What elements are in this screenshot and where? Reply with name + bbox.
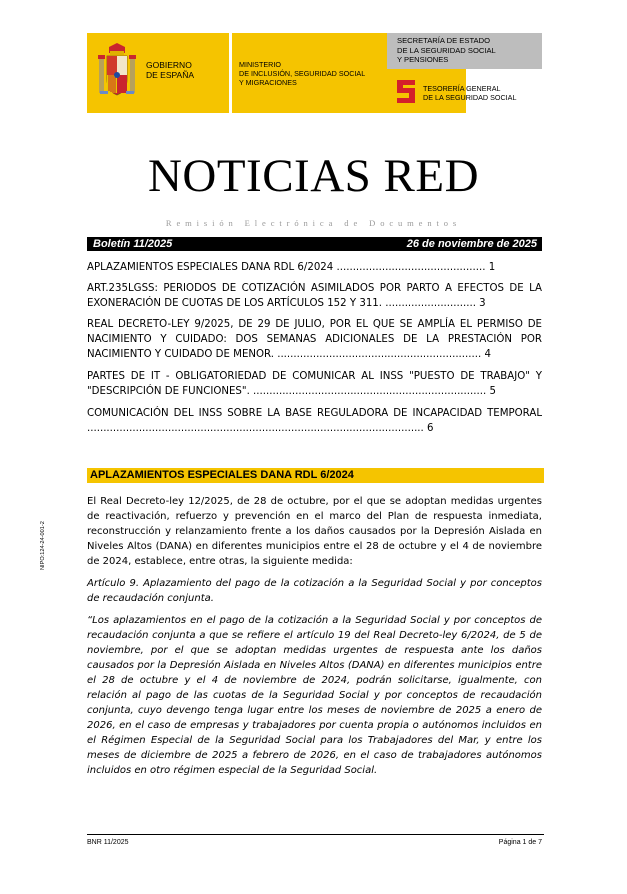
- tgss-logo-icon: [395, 79, 417, 104]
- secretaria-line-3: Y PENSIONES: [397, 55, 449, 64]
- ministerio-label: [239, 60, 365, 87]
- bulletin-number: Boletín 11/2025: [93, 238, 173, 250]
- paragraph-article-title: Artículo 9. Aplazamiento del pago de la cotización a la Seguridad Social y por conceptos de recaudación conjunta.: [87, 578, 542, 604]
- header-logos: [87, 33, 542, 113]
- page-title: NOTICIAS RED: [147, 150, 480, 202]
- footer-divider: [87, 834, 544, 835]
- gobierno-logo-block: [87, 33, 229, 113]
- paragraph-intro: El Real Decreto-ley 12/2025, de 28 de octubre, por el que se adoptan medidas urgentes de reactivación, refuerzo y prevención en el marco del Plan de respuesta inmediata, reconstrucción y relanzamiento frente a los daños causados por la Depresión Aislada en Niveles Altos (DANA) en diferentes municipios entre el 28 de octubre y el 4 de noviembre de 2024, establece, entre otras, la siguiente medida:: [87, 496, 542, 567]
- ministerio-line-2: DE INCLUSIÓN, SEGURIDAD SOCIAL: [239, 69, 366, 78]
- coat-of-arms-icon: [97, 41, 137, 105]
- footer-left: BNR 11/2025: [87, 839, 129, 846]
- nipo-text: NIPO:124-24-001-2: [40, 521, 46, 570]
- tesoreria-line-1: TESORERÍA GENERAL: [423, 84, 501, 93]
- bulletin-date: 26 de noviembre de 2025: [406, 238, 537, 250]
- tesoreria-line-2: DE LA SEGURIDAD SOCIAL: [423, 92, 517, 102]
- paragraph-article-quote: “Los aplazamientos en el pago de la cotización a la Seguridad Social y por conceptos de recaudación conjunta a que se refiere el artículo 19 del Real Decreto-ley 6/2024, de 5 de noviembre, por el que se adoptan medidas urgentes de respuesta ante los daños causados por la Depresión Aislada en Niveles Altos (DANA) en diferentes municipios entre el 28 de octubre y el 4 de noviembre de 2024, podrán solicitarse, igualmente, con relación al pago de las cuotas de la Seguridad Social y por conceptos de recaudación conjunta, cuyo devengo tenga lugar entre los meses de noviembre de 2025 a enero de 2026, en el caso de empresas y trabajadores por cuenta propia o autónomos incluidos en el Régimen Especial de la Seguridad Social para los Trabajadores del Mar, y entre los meses de diciembre de 2025 a febrero de 2026, en el caso de trabajadores autónomos incluidos en otro régimen especial de la Seguridad Social.: [87, 615, 542, 776]
- toc-item-3[interactable]: REAL DECRETO-LEY 9/2025, DE 29 DE JULIO, POR EL QUE SE AMPLÍA EL PERMISO DE NACIMIENTO Y CUIDADO: DOS SEMANAS ADICIONALES DE LA PRESTACIÓN POR NACIMIENTO Y CUIDADO DE MENOR. ............................................................... 4: [87, 319, 542, 360]
- toc-item-2[interactable]: ART.235LGSS: PERIODOS DE COTIZACIÓN ASIMILADOS POR PARTO A EFECTOS DE LA EXONERACIÓN DE CUOTAS DE LOS ARTÍCULOS 152 Y 311. ............................ 3: [87, 283, 542, 309]
- tesoreria-block: [387, 33, 542, 113]
- section-heading-label: APLAZAMIENTOS ESPECIALES DANA RDL 6/2024: [90, 469, 354, 481]
- footer-page-number: Página 1 de 7: [498, 839, 542, 846]
- tesoreria-label: [423, 85, 516, 103]
- secretaria-line-2: DE LA SEGURIDAD SOCIAL: [397, 45, 496, 55]
- page-subtitle: Remisión Electrónica de Documentos: [165, 218, 462, 228]
- bulletin-bar: [87, 237, 542, 251]
- toc-item-4[interactable]: PARTES DE IT - OBLIGATORIEDAD DE COMUNICAR AL INSS "PUESTO DE TRABAJO" Y "DESCRIPCIÓN DE FUNCIONES". ........................................................................ 5: [87, 371, 542, 397]
- nipo-side-label: [40, 500, 52, 570]
- secretaria-line-1: SECRETARÍA DE ESTADO: [397, 36, 490, 45]
- ministerio-line-1: MINISTERIO: [239, 60, 281, 69]
- toc-item-5[interactable]: COMUNICACIÓN DEL INSS SOBRE LA BASE REGULADORA DE INCAPACIDAD TEMPORAL ........................................................................................................ 6: [87, 408, 542, 434]
- section-heading: [87, 468, 544, 483]
- gobierno-label: GOBIERNO DE ESPAÑA: [146, 60, 195, 80]
- toc-item-1[interactable]: APLAZAMIENTOS ESPECIALES DANA RDL 6/2024 .............................................. 1: [87, 262, 496, 273]
- ministerio-line-3: Y MIGRACIONES: [239, 78, 297, 87]
